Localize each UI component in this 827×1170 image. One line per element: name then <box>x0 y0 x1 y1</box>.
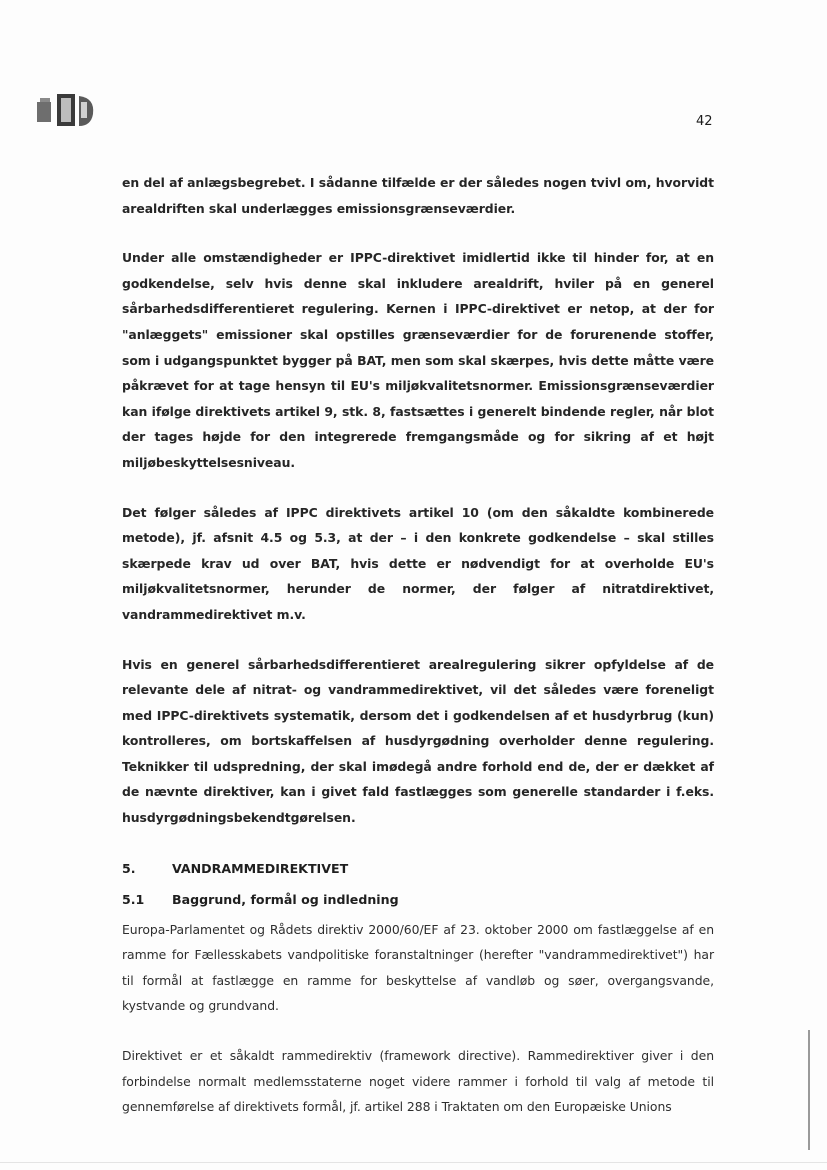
subsection-title: Baggrund, formål og indledning <box>172 891 399 907</box>
document-body <box>122 170 714 1144</box>
margin-line <box>808 1030 810 1150</box>
paragraph: en del af anlægsbegrebet. I sådanne tilfælde er der således nogen tvivl om, hvorvidt arealdriften skal underlægges emissionsgrænseværdier. <box>122 175 714 216</box>
page-number: 42 <box>696 114 713 129</box>
subsection-number: 5.1 <box>122 891 145 907</box>
paragraph: Det følger således af IPPC direktivets artikel 10 (om den såkaldte kombinerede metode), jf. afsnit 4.5 og 5.3, at der – i den konkrete godkendelse – skal stilles skærpede krav ud over BAT, hvis dette er nødvendigt for at overholde EU's miljøkvalitetsnormer, herunder de normer, der følger af nitratdirektivet, vandrammedirektivet m.v. <box>122 504 714 622</box>
section-heading <box>122 861 714 876</box>
subsection-heading <box>122 892 714 907</box>
section-title: VANDRAMMEDIREKTIVET <box>172 860 349 876</box>
bottom-edge <box>0 1162 827 1163</box>
logo-icon <box>35 88 101 132</box>
paragraph: Europa-Parlamentet og Rådets direktiv 2000/60/EF af 23. oktober 2000 om fastlæggelse af en ramme for Fællesskabets vandpolitiske foranstaltninger (herefter "vandrammedirektivet") har til formål at fastlægge en ramme for beskyttelse af vandløb og søer, overgangsvande, kystvande og grundvand. <box>122 921 714 1014</box>
paragraph: Direktivet er et såkaldt rammedirektiv (framework directive). Rammedirektiver giver i den forbindelse normalt medlemsstaterne noget videre rammer i forhold til valg af metode til gennemførelse af direktivets formål, jf. artikel 288 i Traktaten om den Europæiske Unions <box>122 1048 714 1115</box>
paragraph: Under alle omstændigheder er IPPC-direktivet imidlertid ikke til hinder for, at en godkendelse, selv hvis denne skal inkludere arealdrift, hviler på en generel sårbarhedsdifferentieret regulering. Kernen i IPPC-direktivet er netop, at der for "anlæggets" emissioner skal opstilles grænseværdier for de forurenende stoffer, som i udgangspunktet bygger på BAT, men som skal skærpes, hvis dette måtte være påkrævet for at tage hensyn til EU's miljøkvalitetsnormer. Emissionsgrænseværdier kan ifølge direktivets artikel 9, stk. 8, fastsættes i generelt bindende regler, når blot der tages højde for den integrerede fremgangsmåde og for sikring af et højt miljøbeskyttelsesniveau. <box>122 250 714 470</box>
section-number: 5. <box>122 860 136 876</box>
paragraph: Hvis en generel sårbarhedsdifferentieret arealregulering sikrer opfyldelse af de relevante dele af nitrat- og vandrammedirektivet, vil det således være foreneligt med IPPC-direktivets systematik, dersom det i godkendelsen af et husdyrbrug (kun) kontrolleres, om bortskaffelsen af husdyrgødning overholder denne regulering. Teknikker til udspredning, der skal imødegå andre forhold end de, der er dækket af de nævnte direktiver, kan i givet fald fastlægges som generelle standarder i f.eks. husdyrgødningsbekendtgørelsen. <box>122 656 714 826</box>
